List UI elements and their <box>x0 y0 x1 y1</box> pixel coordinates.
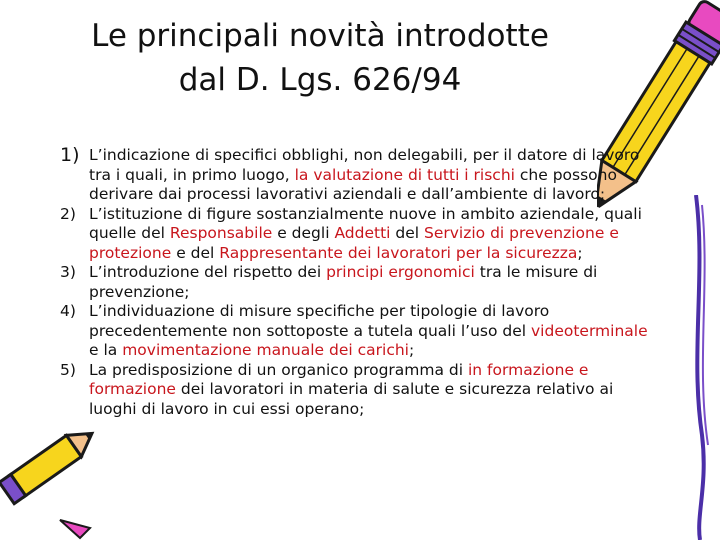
item-number: 2) <box>60 204 76 223</box>
item-highlight: Addetti <box>334 224 391 242</box>
item-number: 4) <box>60 302 76 320</box>
title-line-1: Le principali novità introdotte <box>91 18 549 54</box>
novelty-list <box>60 146 660 419</box>
item-text: del <box>390 224 425 242</box>
pencil-icon <box>0 420 110 540</box>
item-text: e del <box>171 243 220 262</box>
scribble-line-icon <box>676 195 720 540</box>
list-item <box>60 302 660 361</box>
item-number: 5) <box>60 360 76 379</box>
item-highlight: Servizio di prevenzione e protezione <box>89 224 619 262</box>
item-text: L’istituzione di figure sostanzialmente nuove in ambito aziendale, quali quelle del <box>89 204 642 242</box>
item-highlight: movimentazione manuale dei carichi <box>122 341 409 359</box>
item-highlight: Responsabile <box>169 224 273 242</box>
item-text: che possono derivare dai processi lavorativi aziendali e dall’ambiente di lavoro; <box>89 165 617 203</box>
list-item <box>60 263 660 302</box>
item-text: ; <box>577 243 583 262</box>
item-highlight: Rappresentante dei lavoratori per la sicurezza <box>219 243 578 262</box>
item-number: 3) <box>60 263 76 281</box>
item-text: e degli <box>272 224 335 242</box>
page-title <box>40 14 600 102</box>
list-item <box>60 205 660 264</box>
list-item <box>60 361 660 420</box>
item-highlight: in formazione e formazione <box>89 360 589 398</box>
item-highlight: la valutazione di tutti i rischi <box>294 165 515 184</box>
list-item <box>60 146 660 205</box>
item-text: La predisposizione di un organico programma di <box>89 360 468 379</box>
item-text: e la <box>89 341 123 359</box>
title-line-2: dal D. Lgs. 626/94 <box>178 62 462 98</box>
item-text: dei lavoratori in materia di salute e sicurezza relativo ai luoghi di lavoro in cui essi operano; <box>89 380 614 418</box>
item-text: L’indicazione di specifici obblighi, non delegabili, per il datore di lavoro tra i quali, in primo luogo, <box>89 146 640 184</box>
item-highlight: principi ergonomici <box>326 263 475 281</box>
item-text: L’introduzione del rispetto dei <box>89 263 327 281</box>
item-highlight: videoterminale <box>531 321 648 340</box>
item-text: L’individuazione di misure specifiche per tipologie di lavoro precedentemente non sottoposte a tutela quali l’uso del <box>89 302 550 340</box>
item-number: 1) <box>60 144 80 166</box>
item-text: tra le misure di prevenzione; <box>89 263 598 301</box>
item-text: ; <box>408 341 415 359</box>
